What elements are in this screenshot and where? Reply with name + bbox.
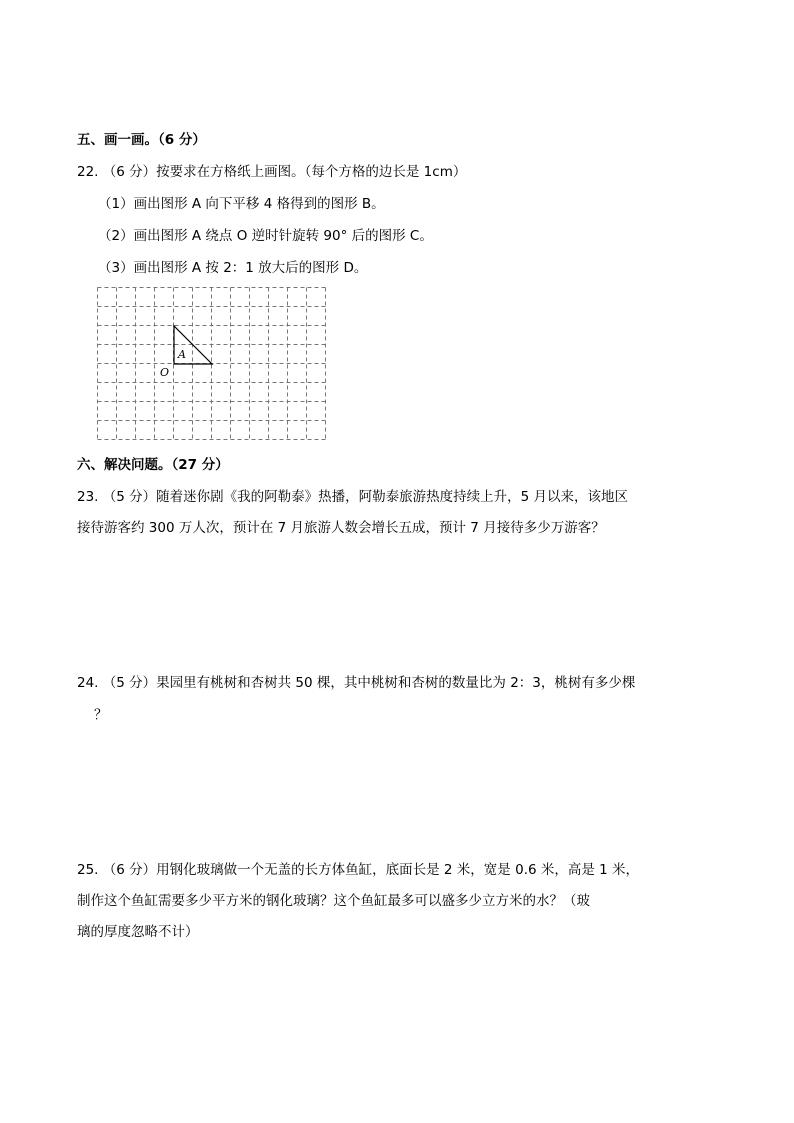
section-five-title: 五、画一画。（6 分） bbox=[77, 132, 206, 148]
q25-line-3: 璃的厚度忽略不计） bbox=[77, 924, 199, 940]
q22-item-1: （1）画出图形 A 向下平移 4 格得到的图形 B。 bbox=[98, 196, 385, 212]
q24-line-2: ？ bbox=[94, 707, 108, 723]
q22-stem: 22. （6 分）按要求在方格纸上画图。（每个方格的边长是 1cm） bbox=[77, 164, 467, 180]
q23-line-2: 接待游客约 300 万人次，预计在 7 月旅游人数会增长五成，预计 7 月接待多少万游客？ bbox=[77, 520, 605, 536]
q25-line-1: 25. （6 分）用钢化玻璃做一个无盖的长方体鱼缸，底面长是 2 米，宽是 0.6 米，高是 1 米， bbox=[77, 862, 640, 878]
q25-line-2: 制作这个鱼缸需要多少平方米的钢化玻璃？这个鱼缸最多可以盛多少立方米的水？（玻 bbox=[77, 893, 590, 909]
point-o-label: O bbox=[160, 366, 170, 379]
q24-line-1: 24. （5 分）果园里有桃树和杏树共 50 棵，其中桃树和杏树的数量比为 2：3，桃树有多少棵 bbox=[77, 675, 636, 691]
section-six-title: 六、解决问题。（27 分） bbox=[77, 457, 229, 473]
shape-a-label: A bbox=[178, 348, 186, 361]
q22-item-3: （3）画出图形 A 按 2：1 放大后的图形 D。 bbox=[98, 260, 368, 276]
grid-figure bbox=[97, 287, 331, 443]
q23-line-1: 23. （5 分）随着迷你剧《我的阿勒泰》热播，阿勒泰旅游热度持续上升，5 月以来，该地区 bbox=[77, 489, 629, 505]
q22-item-2: （2）画出图形 A 绕点 O 逆时针旋转 90° 后的图形 C。 bbox=[98, 228, 433, 244]
